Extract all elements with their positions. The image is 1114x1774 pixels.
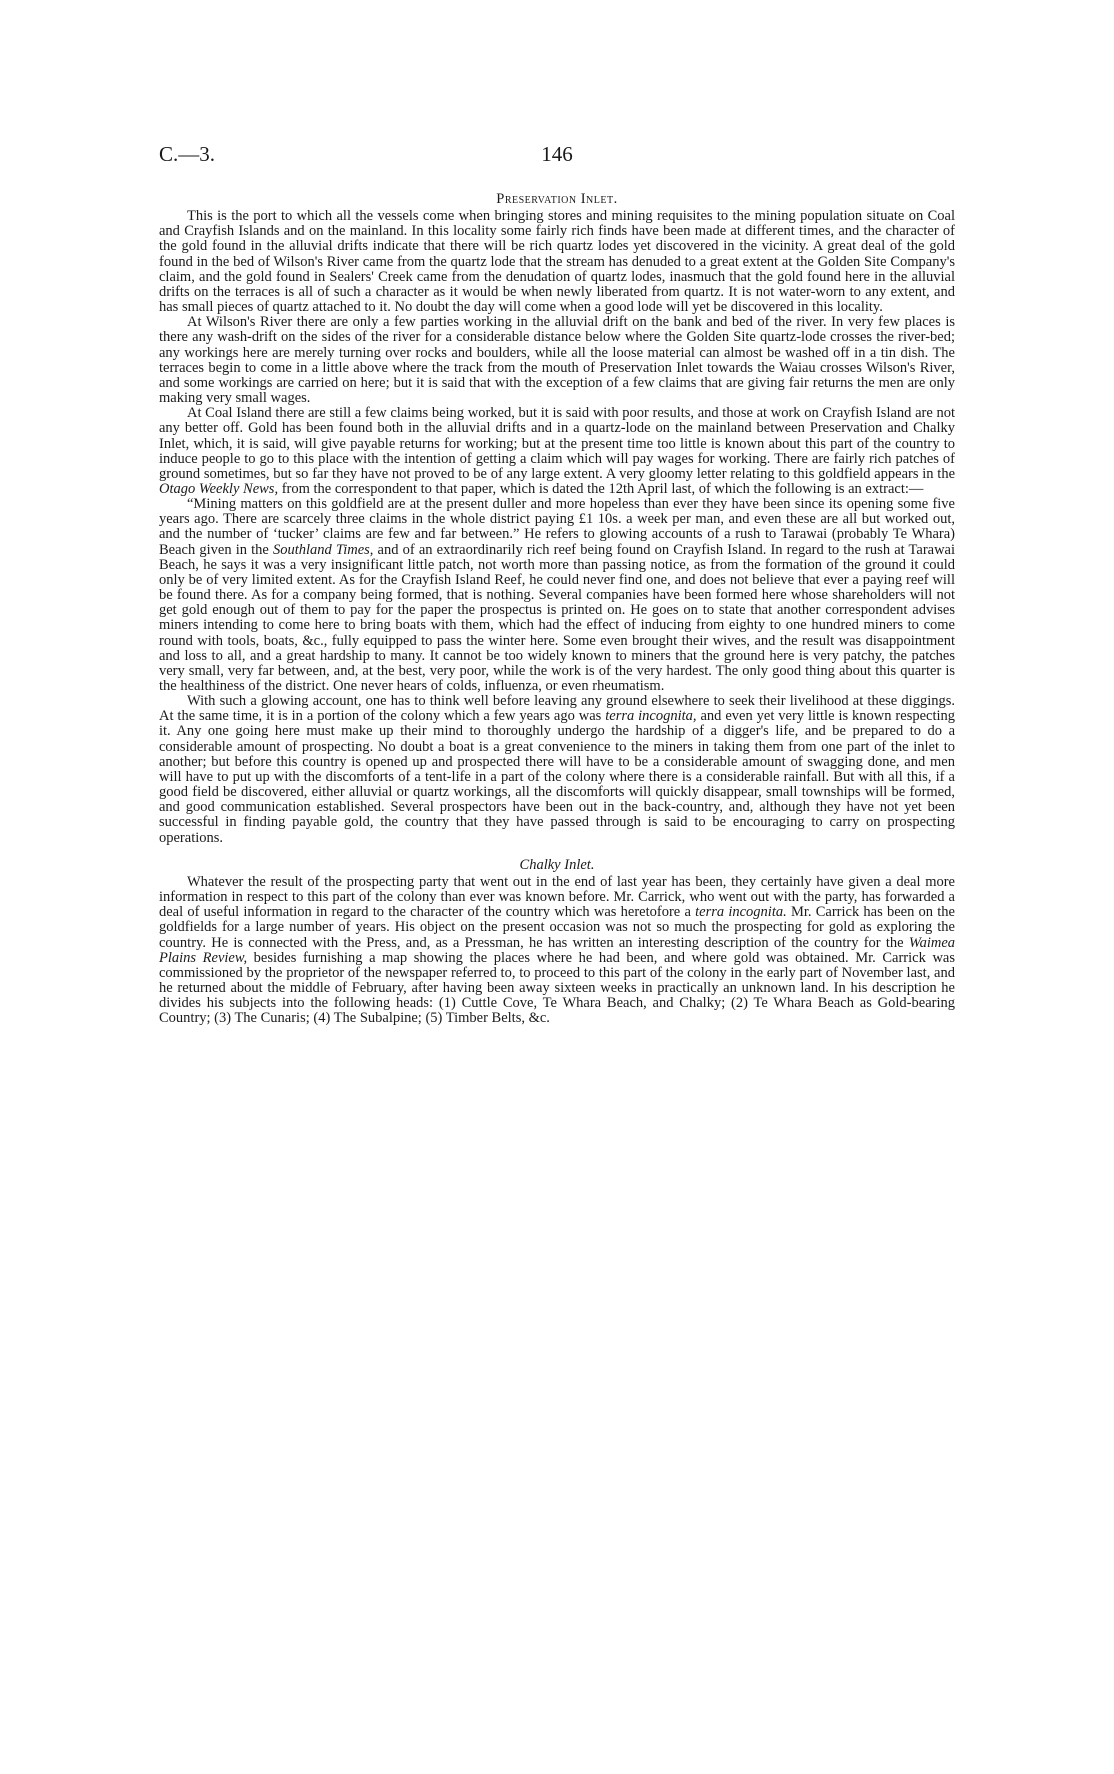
text-run: At Coal Island there are still a few claims being worked, but it is said with poor results, and those at work on Crayfish Island are not any better off. Gold has been found both in the alluvial drifts and in a quartz-lode on the mainland between Preservation and Chalky Inlet, which, it is said, will give payable returns for working; but at the present time too little is known about this part of the country to induce people to go to this place with the intention of getting a claim which will pay wages for working. There are fairly rich patches of ground sometimes, but so far they have not proved to be of any large extent. A very gloomy letter relating to this goldfield appears in the xyxy=(159,405,955,482)
paragraph: This is the port to which all the vessels come when bringing stores and mining requisites to the mining population situate on Coal and Crayfish Islands and on the mainland. In this locality some fairly rich finds have been made at different times, and the character of the gold found in the alluvial drifts indicate that there will be rich quartz lodes yet discovered in the vicinity. A great deal of the gold found in the bed of Wilson's River came from the quartz lode that the stream has denuded to a great extent at the Golden Site Company's claim, and the gold found in Sealers' Creek came from the denudation of quartz lodes, inasmuch that the gold found here in the alluvial drifts on the terraces is all of such a character as it would be when newly liberated from quartz. It is not water-worn to any extent, and has small pieces of quartz attached to it. No doubt the day will come when a good lode will yet be discovered in this locality. xyxy=(159,208,955,316)
text-run: With such a glowing account, one has to think well before leaving any ground elsewhere to seek their livelihood at these diggings. At the same time, it is in a portion of the colony which a few years ago was xyxy=(159,693,955,725)
newspaper-title: Waimea Plains Review, xyxy=(159,934,956,966)
text-run: from the correspondent to that paper, which is dated the 12th April last, of which the following is an extract:— xyxy=(281,480,924,497)
page-number: 146 xyxy=(541,142,573,166)
paragraph xyxy=(159,694,955,846)
paragraph xyxy=(159,875,955,1027)
page-header xyxy=(159,142,955,170)
newspaper-title: Otago Weekly News, xyxy=(159,480,279,497)
document-reference: C.—3. xyxy=(159,142,216,166)
text-run: and of an extraordinarily rich reef being found on Crayfish Island. In regard to the rush at Tarawai Beach, he says it was a very insignificant little patch, not worth more than passing notice, as from the formation of the ground it could only be of very limited extent. As for the Crayfish Island Reef, he could never find one, and does not believe that ever a paying reef will be found there. As for a company being formed, that is nothing. Several companies have been formed here whose shareholders will not get gold enough out of them to pay for the paper the prospectus is printed on. He goes on to state that another correspondent advises miners intending to come here to bring boats with them, which had the effect of inducing from eighty to one hundred miners to come round with tools, boats, &c., fully equipped to pass the winter here. Some even brought their wives, and the result was disappointment and loss to all, and a great hardship to many. It cannot be too widely known to miners that the ground here is very patchy, the patches very small, very far between, and, at the best, very poor, while the work is of the very hardest. The only good thing about this quarter is the healthiness of the district. One never hears of colds, influenza, or even rheumatism. xyxy=(159,541,956,694)
latin-term: terra incognita, xyxy=(605,708,697,725)
paragraph xyxy=(159,406,955,497)
page-body xyxy=(159,192,955,1026)
quoted-paragraph xyxy=(159,497,955,694)
section-heading-preservation-inlet: Preservation Inlet. xyxy=(496,191,618,207)
newspaper-title: Southland Times, xyxy=(272,541,374,558)
section-heading-chalky-inlet: Chalky Inlet. xyxy=(519,856,595,873)
text-run: “Mining matters on this goldfield are at the present duller and more hopeless than ever they have been since its opening some five years ago. There are scarcely three claims in the whole district paying £1 10s. a week per man, and even these are all but worked out, and the number of ‘tucker’ claims are few and far between.” He refers to glowing accounts of a rush to Tarawai (probably Te Whara) Beach given in the xyxy=(159,496,955,558)
latin-term: terra incognita. xyxy=(695,904,787,921)
text-run: Mr. Carrick has been on the goldfields for a large number of years. His object on the present occasion was not so much the prospecting for gold as exploring the country. He is connected with the Press, and, as a Pressman, he has written an interesting description of the country for the xyxy=(159,904,955,951)
text-run: besides furnishing a map showing the places where he had been, and where gold was obtained. Mr. Carrick was commissioned by the proprietor of the newspaper referred to, to proceed to this part of the colony in the early part of November last, and he returned about the middle of February, after having been away sixteen weeks in practically an unknown land. In his description he divides his subjects into the following heads: (1) Cuttle Cove, Te Whara Beach, and Chalky; (2) Te Whara Beach as Gold-bearing Country; (3) The Cunaris; (4) The Subalpine; (5) Timber Belts, &c. xyxy=(159,949,955,1027)
paragraph: At Wilson's River there are only a few parties working in the alluvial drift on the bank and bed of the river. In very few places is there any wash-drift on the sides of the river for a considerable distance below where the Golden Site quartz-lode crosses the river-bed; any workings here are merely turning over rocks and boulders, while all the loose material can almost be washed off in a tin dish. The terraces begin to come in a little above where the track from the mouth of Preservation Inlet towards the Waiau crosses Wilson's River, and some workings are carried on here; but it is said that with the exception of a few claims that are giving fair returns the men are only making very small wages. xyxy=(159,314,955,407)
text-run: Whatever the result of the prospecting party that went out in the end of last year has been, they certainly have given a deal more information in respect to this part of the colony than ever was known before. Mr. Carrick, who went out with the party, has forwarded a deal of useful information in regard to the character of the country which was heretofore a xyxy=(159,873,955,921)
text-run: and even yet very little is known respecting it. Any one going here must make up their mind to thoroughly undergo the hardship of a digger's life, and be prepared to do a considerable amount of prospecting. No doubt a boat is a great convenience to the miners in taking them from one part of the inlet to another; but before this country is opened up and prospected there will have to be a considerable amount of swagging done, and men will have to put up with the discomforts of a tent-life in a part of the colony where there is a considerable rainfall. But with all this, if a good field be discovered, either alluvial or quartz workings, all the discomforts will quickly disappear, small townships will be formed, and good communication established. Several prospectors have been out in the back-country, and, although they have not yet been successful in finding payable gold, the country that they have passed through is said to be encouraging to carry on prospecting operations. xyxy=(159,708,956,846)
